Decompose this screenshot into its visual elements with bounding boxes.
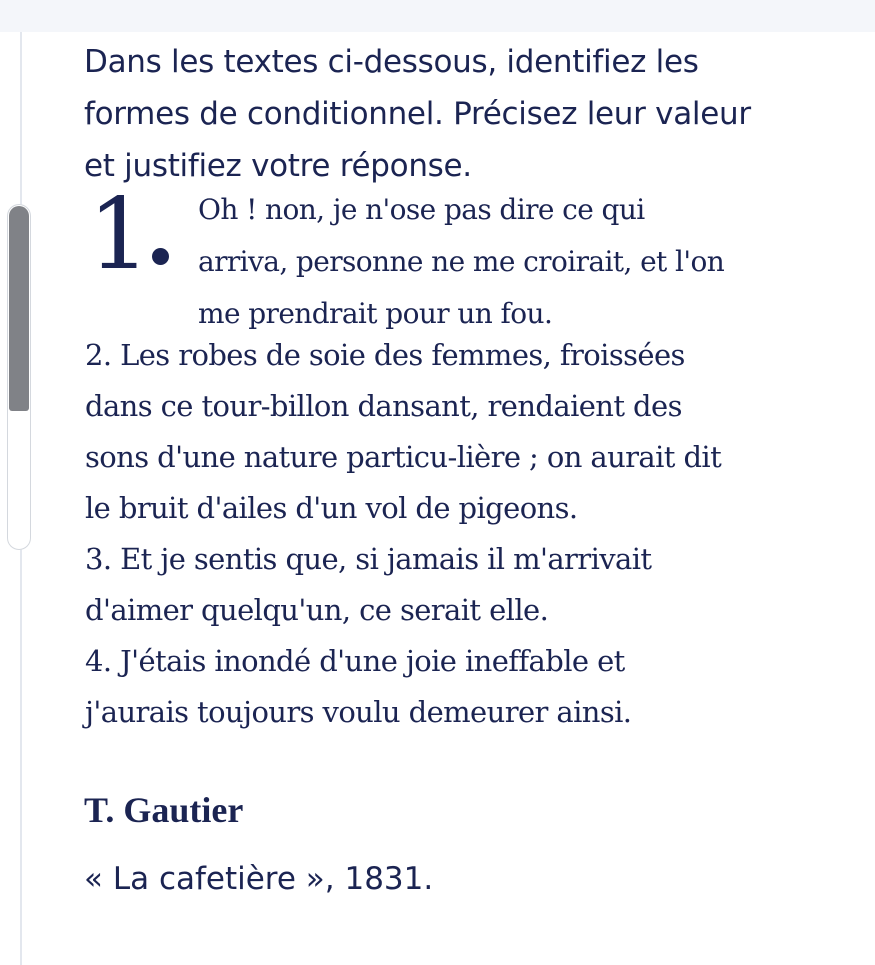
passage-line: d'aimer quelqu'un, ce serait elle. [85,593,549,627]
passage-line: 4. J'étais inondé d'une joie ineffable et [85,644,625,678]
passage-1-number-dot [152,248,169,265]
passage-line: le bruit d'ailes d'un vol de pigeons. [85,491,578,525]
passage-line: dans ce tour-billon dansant, rendaient des [85,389,682,423]
passage-line: sons d'une nature particu-lière ; on aurait dit [85,440,722,474]
instruction-line: formes de conditionnel. Précisez leur valeur [84,96,751,132]
instruction-line: et justifiez votre réponse. [84,148,472,184]
passage-1-number: 1 [88,178,151,292]
source-citation: « La cafetière », 1831. [84,861,434,897]
passage-line: Oh ! non, je n'ose pas dire ce qui [198,193,645,226]
scrollbar-thumb[interactable] [9,206,29,411]
passage-line: j'aurais toujours voulu demeurer ainsi. [85,695,632,729]
author-name: T. Gautier [84,790,244,830]
passage-line: 2. Les robes de soie des femmes, froissées [85,338,685,372]
passage-line: me prendrait pour un fou. [198,297,553,330]
exercise-instruction [84,36,874,192]
passage-1-text [198,184,724,340]
passage-line: 3. Et je sentis que, si jamais il m'arrivait [85,542,652,576]
instruction-line: Dans les textes ci-dessous, identifiez les [84,44,699,80]
passages-2-4-text [85,330,721,738]
top-strip [0,0,875,32]
passage-line: arriva, personne ne me croirait, et l'on [198,245,725,278]
